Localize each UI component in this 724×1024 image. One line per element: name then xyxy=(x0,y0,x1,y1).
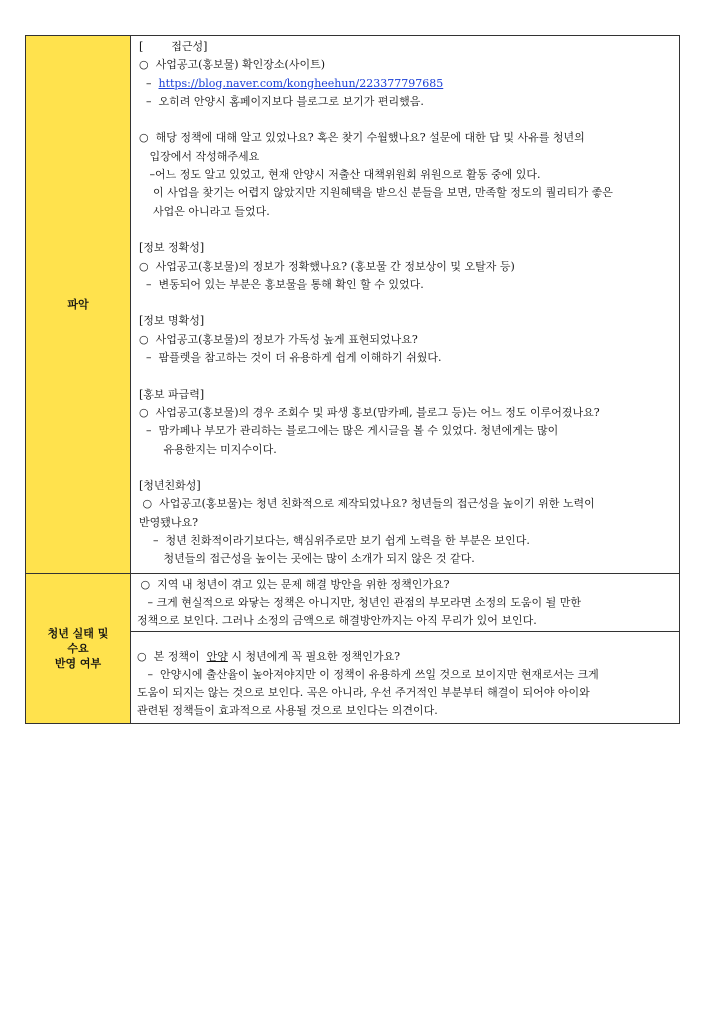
answer-text: – 맘카페나 부모가 관리하는 블로그에는 많은 게시글을 볼 수 있었다. 청년에게는 많이 xyxy=(139,424,559,438)
question-text: 반영됐나요? xyxy=(139,515,199,529)
question-text: ○ 사업공고(홍보물)의 정보가 정확했나요? (홍보물 간 정보상이 및 오탈자 등) xyxy=(139,259,515,273)
understanding-content xyxy=(131,36,680,574)
answer-text: – 팜플렛을 참고하는 것이 더 유용하게 쉽게 이해하기 쉬웠다. xyxy=(139,351,442,365)
question-text: ○ 사업공고(홍보물) 확인장소(사이트) xyxy=(139,58,326,72)
answer-text: 사업은 아니라고 들었다. xyxy=(139,204,270,218)
evaluation-table xyxy=(25,35,680,724)
section-heading-accuracy: [정보 정확성] xyxy=(139,241,205,255)
dash-text: – xyxy=(139,76,159,90)
section-heading-reach: [홍보 파급력] xyxy=(139,387,205,401)
underlined-city: 안양 xyxy=(206,649,228,663)
answer-text: 도움이 되지는 않는 것으로 보인다. 곡은 아니라, 우선 주거적인 부분부터 해결이 되어야 아이와 xyxy=(137,686,590,700)
answer-text: 정책으로 보인다. 그러나 소정의 금액으로 해결방안까지는 아직 무리가 있어 보인다. xyxy=(137,614,537,628)
answer-text: – 변동되어 있는 부분은 홍보물을 통해 확인 할 수 있었다. xyxy=(139,277,424,291)
row-label-text: 수요 xyxy=(67,641,89,655)
row-label-youth-needs xyxy=(26,573,131,723)
answer-text: – 안양시에 출산율이 높아져야지만 이 정책이 유용하게 쓰일 것으로 보이지만 현재로서는 크게 xyxy=(137,667,599,681)
question-text: ○ 해당 정책에 대해 알고 있었나요? 혹은 찾기 수월했나요? 설문에 대한 답 및 사유를 청년의 xyxy=(139,131,585,145)
answer-text: 관련된 정책들이 효과적으로 사용될 것으로 보인다는 의견이다. xyxy=(137,704,438,718)
answer-text: 유용한지는 미지수이다. xyxy=(139,442,277,456)
question-text: ○ 사업공고(홍보물)의 경우 조회수 및 파생 홍보(맘카페, 블로그 등)는 어느 정도 이루어졌나요? xyxy=(139,405,600,419)
table-row xyxy=(26,573,680,631)
row-label-text: 파악 xyxy=(67,297,89,311)
answer-text: 이 사업을 찾기는 어렵지 않았지만 지원혜택을 받으신 분들을 보면, 만족할 정도의 퀄리티가 좋은 xyxy=(139,186,613,200)
blog-link[interactable]: https://blog.naver.com/kongheehun/223377797685 xyxy=(158,76,444,90)
section-heading-access: [ 접근성] xyxy=(139,40,208,53)
row-label-text: 청년 실태 및 xyxy=(47,626,109,640)
youth-needs-content xyxy=(131,573,680,631)
answer-text: – 크게 현실적으로 와닿는 정책은 아니지만, 청년인 관점의 부모라면 소정의 도움이 될 만한 xyxy=(137,595,581,609)
answer-text: – 청년 친화적이라기보다는, 핵심위주로만 보기 쉽게 노력을 한 부분은 보인다. xyxy=(139,534,530,548)
question-text: ○ 사업공고(홍보물)는 청년 친화적으로 제작되었나요? 청년들의 접근성을 높이기 위한 노력이 xyxy=(139,497,595,511)
answer-text: –어느 정도 알고 있었고, 현재 안양시 저출산 대책위원회 위원으로 활동 중에 있다. xyxy=(139,168,541,182)
question-prefix: ○ 본 정책이 xyxy=(137,649,207,663)
question-text: ○ 사업공고(홍보물)의 정보가 가독성 높게 표현되었나요? xyxy=(139,332,418,346)
necessity-content xyxy=(131,631,680,723)
question-text: 입장에서 작성해주세요 xyxy=(139,149,260,163)
question-suffix: 시 청년에게 꼭 필요한 정책인가요? xyxy=(227,649,401,663)
answer-text: 청년들의 접근성을 높이는 곳에는 많이 소개가 되지 않은 것 같다. xyxy=(139,552,475,566)
question-text: ○ 지역 내 청년이 겪고 있는 문제 해결 방안을 위한 정책인가요? xyxy=(137,577,450,591)
answer-text: – 오히려 안양시 홈페이지보다 블로그로 보기가 편리했음. xyxy=(139,94,424,108)
row-label-understanding xyxy=(26,36,131,574)
section-heading-clarity: [정보 명확성] xyxy=(139,314,205,328)
section-heading-youth: [청년친화성] xyxy=(139,479,201,493)
answer-line xyxy=(139,75,673,93)
row-label-text: 반영 여부 xyxy=(54,656,102,670)
table-row xyxy=(26,36,680,574)
question-text xyxy=(137,648,673,666)
